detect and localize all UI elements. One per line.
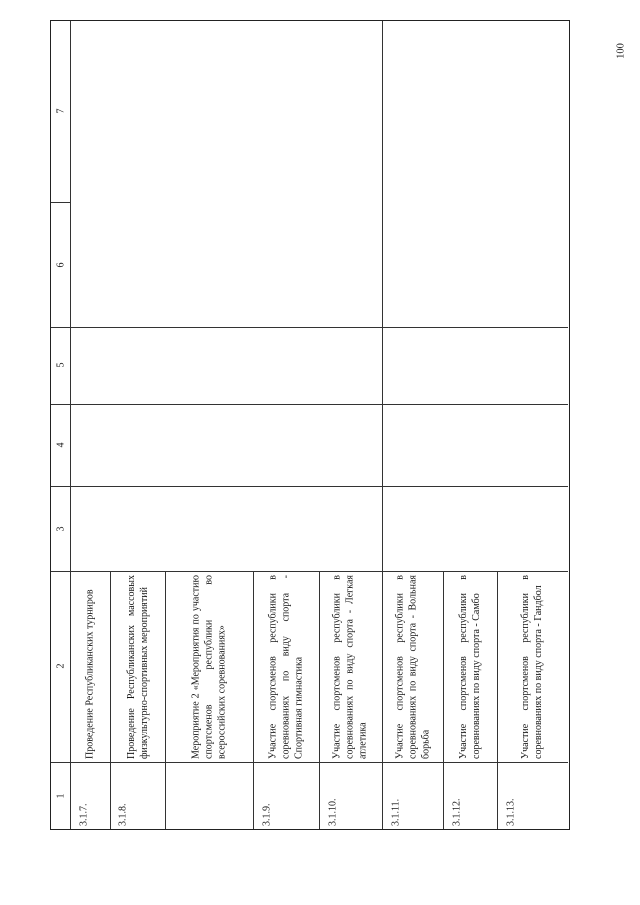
row-divider xyxy=(497,571,498,829)
header-col-5: 5 xyxy=(55,362,67,368)
rotated-table xyxy=(50,20,570,830)
row-divider xyxy=(110,571,111,829)
row-description: Мероприятие 2 «Мероприятия по участию спортсменов республики во всероссийских соревнованиях» xyxy=(190,575,228,759)
col-divider-6-7 xyxy=(51,202,71,203)
col-divider-1-2 xyxy=(51,762,568,763)
col-divider-4-5 xyxy=(51,404,568,405)
header-divider xyxy=(70,21,71,829)
col-divider-5-6 xyxy=(51,327,568,328)
row-description: Проведение Республиканских турниров xyxy=(84,589,96,759)
row-code: 3.1.10. xyxy=(327,798,339,826)
row-code: 3.1.9. xyxy=(261,803,273,826)
row-divider xyxy=(165,571,166,829)
row-description: Участие спортсменов республики в соревнованиях по виду спорта - Вольная борьба xyxy=(394,575,432,759)
row-divider xyxy=(443,571,444,829)
row-divider xyxy=(382,21,383,829)
row-code: 3.1.8. xyxy=(117,803,129,826)
row-description: Участие спортсменов республики в соревнованиях по виду спорта - Спортивная гимнастика xyxy=(267,575,305,759)
row-description: Участие спортсменов республики в соревнованиях по виду спорта - Гандбол xyxy=(520,575,544,759)
row-divider xyxy=(319,571,320,829)
col-divider-3-4 xyxy=(51,486,568,487)
row-code: 3.1.13. xyxy=(505,798,517,826)
header-col-3: 3 xyxy=(55,526,67,532)
row-divider xyxy=(253,571,254,829)
header-col-7: 7 xyxy=(55,108,67,114)
header-col-2: 2 xyxy=(55,663,67,669)
page-number: 100 xyxy=(615,43,627,59)
col-divider-2-3 xyxy=(51,571,568,572)
header-col-1: 1 xyxy=(55,793,67,799)
header-col-4: 4 xyxy=(55,442,67,448)
row-description: Участие спортсменов республики в соревнованиях по виду спорта - Самбо xyxy=(458,575,482,759)
row-code: 3.1.7. xyxy=(78,803,90,826)
row-code: 3.1.12. xyxy=(451,798,463,826)
row-description: Проведение Республиканских массовых физкультурно-спортивных мероприятий xyxy=(126,575,150,759)
row-description: Участие спортсменов республики в соревнованиях по виду спорта - Легкая атлетика xyxy=(331,575,369,759)
header-col-6: 6 xyxy=(55,262,67,268)
row-code: 3.1.11. xyxy=(390,798,402,826)
